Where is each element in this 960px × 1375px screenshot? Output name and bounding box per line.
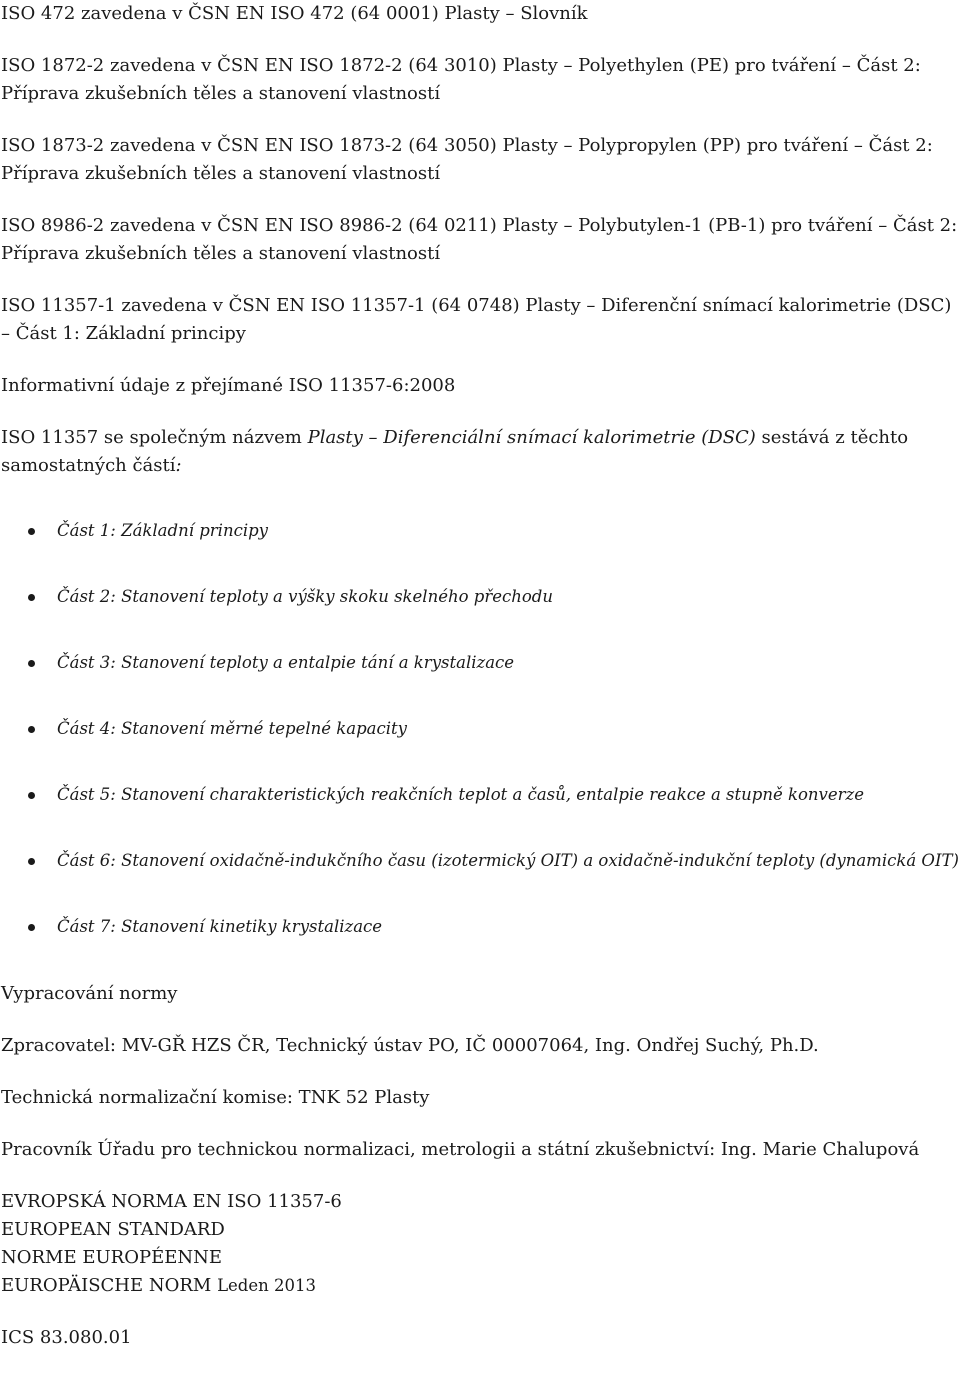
bullet-icon (28, 792, 35, 799)
ics-code: ICS 83.080.01 (1, 1327, 132, 1348)
standard-date: Leden 2013 (217, 1276, 316, 1295)
bullet-icon (28, 660, 35, 667)
normative-references (1, 0, 960, 348)
reference-item: ISO 8986-2 zavedena v ČSN EN ISO 8986-2 (64 0211) Plasty – Polybutylen-1 (PB-1) pro tváření – Část 2: Příprava zkušebních těles a stanovení vlastností (1, 215, 958, 264)
series-intro-colon: : (175, 455, 182, 476)
series-intro (1, 424, 960, 480)
part-label: Část 1: Základní principy (57, 521, 268, 540)
list-item (1, 914, 960, 940)
series-title: Plasty – Diferenciální snímací kalorimetrie (DSC) (307, 427, 756, 448)
list-item (1, 716, 960, 742)
list-item (1, 782, 960, 808)
bullet-icon (28, 924, 35, 931)
preparation-heading: Vypracování normy (1, 983, 178, 1004)
series-intro-before: ISO 11357 se společným názvem (1, 427, 308, 448)
part-label: Část 7: Stanovení kinetiky krystalizace (57, 917, 383, 936)
list-item (1, 848, 960, 874)
reference-item: ISO 1872-2 zavedena v ČSN EN ISO 1872-2 (64 3010) Plasty – Polyethylen (PE) pro tváření – Část 2: Příprava zkušebních těles a stanovení vlastností (1, 55, 921, 104)
bullet-icon (28, 726, 35, 733)
list-item (1, 650, 960, 676)
part-label: Část 6: Stanovení oxidačně-indukčního času (izotermický OIT) a oxidačně-indukční teploty (dynamická OIT) (57, 851, 959, 870)
informative-heading: Informativní údaje z přejímané ISO 11357-6:2008 (1, 375, 456, 396)
bullet-icon (28, 858, 35, 865)
part-label: Část 2: Stanovení teploty a výšky skoku skelného přechodu (57, 587, 553, 606)
preparation-section (1, 980, 960, 1164)
part-label: Část 3: Stanovení teploty a entalpie tání a krystalizace (57, 653, 515, 672)
parts-list (1, 518, 960, 940)
bullet-icon (28, 594, 35, 601)
european-standard-block (1, 1188, 960, 1300)
office-worker-line: Pracovník Úřadu pro technickou normalizaci, metrologii a státní zkušebnictví: Ing. Marie Chalupová (1, 1139, 920, 1160)
committee-line: Technická normalizační komise: TNK 52 Plasty (1, 1087, 430, 1108)
reference-item: ISO 11357-1 zavedena v ČSN EN ISO 11357-1 (64 0748) Plasty – Diferenční snímací kalorimetrie (DSC) – Část 1: Základní principy (1, 295, 952, 344)
reference-item: ISO 472 zavedena v ČSN EN ISO 472 (64 0001) Plasty – Slovník (1, 3, 588, 24)
standard-title-cz: EVROPSKÁ NORMA EN ISO 11357-6 (1, 1191, 342, 1212)
list-item (1, 584, 960, 610)
standard-title-de-text: EUROPÄISCHE NORM (1, 1275, 212, 1296)
processor-line: Zpracovatel: MV-GŘ HZS ČR, Technický ústav PO, IČ 00007064, Ing. Ondřej Suchý, Ph.D. (1, 1035, 819, 1056)
part-label: Část 5: Stanovení charakteristických reakčních teplot a časů, entalpie reakce a stupně konverze (57, 785, 864, 804)
standard-title-fr: NORME EUROPÉENNE (1, 1247, 223, 1268)
standard-title-de (1, 1272, 960, 1300)
reference-item: ISO 1873-2 zavedena v ČSN EN ISO 1873-2 (64 3050) Plasty – Polypropylen (PP) pro tváření – Část 2: Příprava zkušebních těles a stanovení vlastností (1, 135, 933, 184)
part-label: Část 4: Stanovení měrné tepelné kapacity (57, 719, 407, 738)
standard-title-en: EUROPEAN STANDARD (1, 1219, 225, 1240)
bullet-icon (28, 528, 35, 535)
list-item (1, 518, 960, 544)
series-intro-middle: sestává z těchto samostatných částí (1, 427, 909, 476)
